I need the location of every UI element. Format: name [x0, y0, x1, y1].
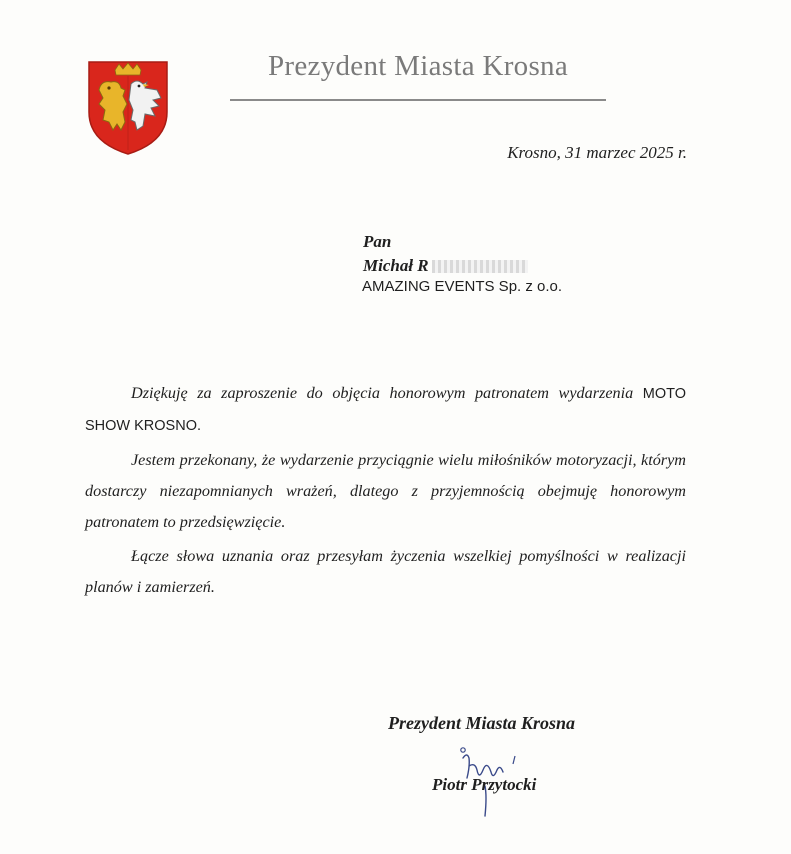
recipient-company: AMAZING EVENTS Sp. z o.o. — [362, 278, 563, 295]
body-paragraph-1 — [85, 378, 686, 442]
krosno-coat-of-arms-icon — [87, 60, 169, 156]
signatory-name: Piotr Przytocki — [432, 775, 537, 794]
recipient-name: Michał R — [363, 256, 429, 275]
letterhead-divider — [230, 99, 606, 101]
recipient-name-line — [363, 256, 528, 276]
body-paragraph-3: Łącze słowa uznania oraz przesyłam życzenia wszelkiej pomyślności w realizacji planów i zamierzeń. — [85, 547, 686, 596]
letter-date: Krosno, 31 marzec 2025 r. — [507, 143, 687, 162]
body-paragraph-1-text: Dziękuję za zaproszenie do objęcia honorowym patronatem wydarzenia — [131, 384, 643, 402]
event-name: MOTO SHOW KROSNO. — [85, 386, 686, 434]
signatory-title: Prezydent Miasta Krosna — [388, 713, 576, 733]
letter-body — [85, 378, 686, 606]
body-paragraph-2: Jestem przekonany, że wydarzenie przyciągnie wielu miłośników motoryzacji, którym dostarczy niezapomnianych wrażeń, dlatego z przyjemnością obejmuję honorowym patronatem to przedsięwzięcie. — [85, 451, 686, 531]
redaction-mark — [432, 260, 528, 273]
recipient-salutation: Pan — [363, 232, 392, 251]
letterhead-title: Prezydent Miasta Krosna — [267, 50, 569, 82]
